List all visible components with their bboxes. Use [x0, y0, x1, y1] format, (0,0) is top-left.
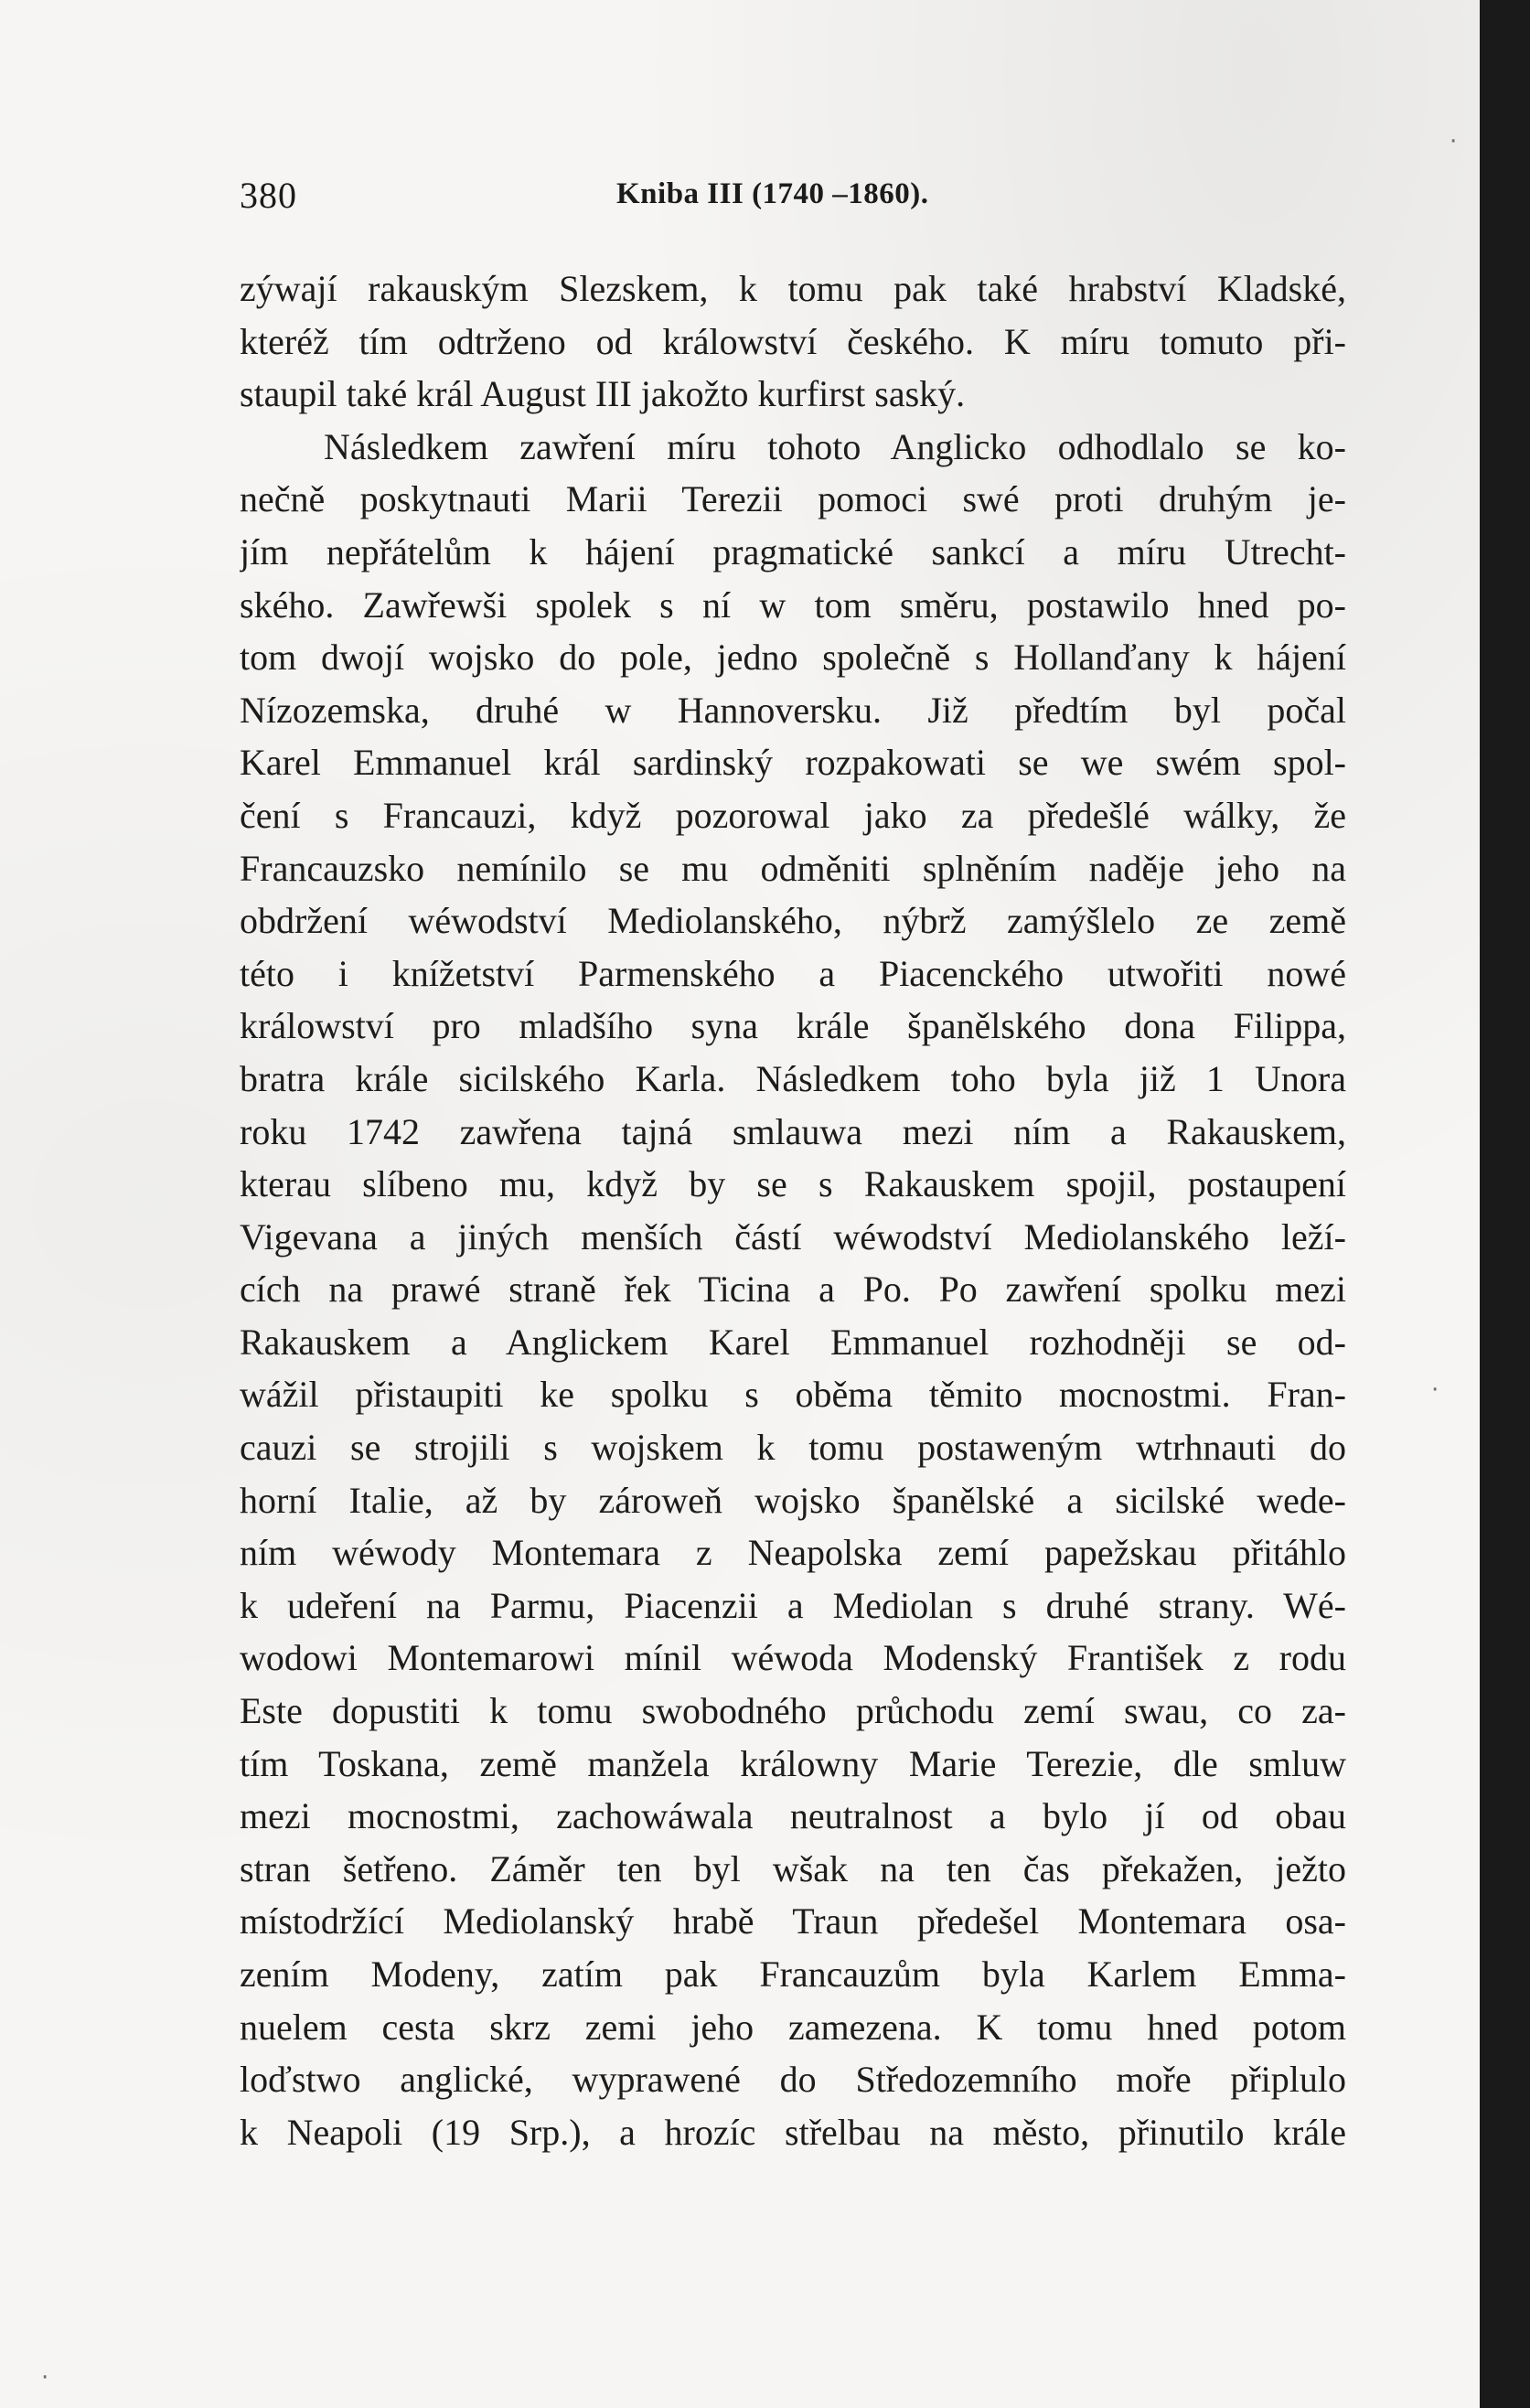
- text-line: Este dopustiti k tomu swobodného průchodu zemí swau, co za-: [240, 1690, 1346, 1732]
- text-line: bratra krále sicilského Karla. Následkem toho byla již 1 Unora: [240, 1057, 1346, 1099]
- text-line: Nízozemska, druhé w Hannoversku. Již předtím byl počal: [240, 689, 1346, 731]
- text-line: Následkem zawření míru tohoto Anglicko odhodlalo se ko-: [324, 425, 1346, 467]
- text-line: kterau slíbeno mu, když by se s Rakauskem spojil, postaupení: [240, 1163, 1346, 1205]
- running-head: Kniba III (1740 –1860).: [616, 177, 929, 210]
- text-line: ského. Zawřewši spolek s ní w tom směru, postawilo hned po-: [240, 583, 1346, 626]
- page-header: [240, 174, 1346, 229]
- text-line: roku 1742 zawřena tajná smlauwa mezi ním a Rakauskem,: [240, 1110, 1346, 1152]
- text-line: ním wéwody Montemara z Neapolska zemí papežskau přitáhlo: [240, 1532, 1346, 1574]
- scan-border: [1480, 0, 1530, 2408]
- text-line: Karel Emmanuel král sardinský rozpakowati se we swém spol-: [240, 742, 1346, 784]
- text-line: Vigevana a jiných menších částí wéwodství Mediolanského leží-: [240, 1215, 1346, 1258]
- scan-speck: ·: [1450, 128, 1458, 155]
- text-line: wážil přistaupiti ke spolku s oběma těmito mocnostmi. Fran-: [240, 1374, 1346, 1416]
- text-line: tím Toskana, země manžela králowny Marie Terezie, dle smluw: [240, 1742, 1346, 1784]
- text-line: cauzi se strojili s wojskem k tomu postaweným wtrhnauti do: [240, 1427, 1346, 1469]
- text-line: wodowi Montemarowi mínil wéwoda Modenský František z rodu: [240, 1637, 1346, 1679]
- scan-speck: ·: [41, 2364, 49, 2392]
- text-line: Rakauskem a Anglickem Karel Emmanuel rozhodněji se od-: [240, 1321, 1346, 1363]
- text-line: jím nepřátelům k hájení pragmatické sankcí a míru Utrecht-: [240, 530, 1346, 573]
- text-line: k udeření na Parmu, Piacenzii a Mediolan s druhé strany. Wé-: [240, 1584, 1346, 1626]
- text-line: místodržící Mediolanský hrabě Traun předešel Montemara osa-: [240, 1900, 1346, 1942]
- text-line: obdržení wéwodství Mediolanského, nýbrž zamýšlelo ze země: [240, 900, 1346, 942]
- text-line: mezi mocnostmi, zachowáwala neutralnost a bylo jí od obau: [240, 1795, 1346, 1837]
- text-line: králowství pro mladšího syna krále španělského dona Filippa,: [240, 1005, 1346, 1047]
- text-line: Francauzsko nemínilo se mu odměniti splněním naděje jeho na: [240, 847, 1346, 889]
- text-line: staupil také král August III jakožto kurfirst saský.: [240, 373, 966, 415]
- scan-speck: ·: [1431, 1376, 1439, 1404]
- text-line: nuelem cesta skrz zemi jeho zamezena. K tomu hned potom: [240, 2006, 1346, 2048]
- page-number: 380: [240, 175, 297, 216]
- text-line: loďstwo anglické, wyprawené do Středozemního moře připlulo: [240, 2059, 1346, 2101]
- text-line: čení s Francauzi, když pozorowal jako za předešlé wálky, že: [240, 794, 1346, 836]
- text-line: cích na prawé straně řek Ticina a Po. Po zawření spolku mezi: [240, 1268, 1346, 1311]
- body-text: [240, 262, 1346, 2158]
- text-line: zením Modeny, zatím pak Francauzům byla Karlem Emma-: [240, 1953, 1346, 1995]
- text-line: nečně poskytnauti Marii Terezii pomoci swé proti druhým je-: [240, 478, 1346, 520]
- text-line: této i knížetství Parmenského a Piacenckého utwořiti nowé: [240, 952, 1346, 994]
- text-line: tom dwojí wojsko do pole, jedno společně s Hollanďany k hájení: [240, 637, 1346, 679]
- text-line: kteréž tím odtrženo od králowství českého. K míru tomuto při-: [240, 320, 1346, 362]
- text-line: zýwají rakauským Slezskem, k tomu pak také hrabství Kladské,: [240, 268, 1346, 309]
- text-line: k Neapoli (19 Srp.), a hrozíc střelbau na město, přinutilo krále: [240, 2111, 1346, 2153]
- text-line: stran šetřeno. Záměr ten byl wšak na ten čas překažen, ježto: [240, 1847, 1346, 1889]
- text-line: horní Italie, až by zároweň wojsko španělské a sicilské wede-: [240, 1479, 1346, 1521]
